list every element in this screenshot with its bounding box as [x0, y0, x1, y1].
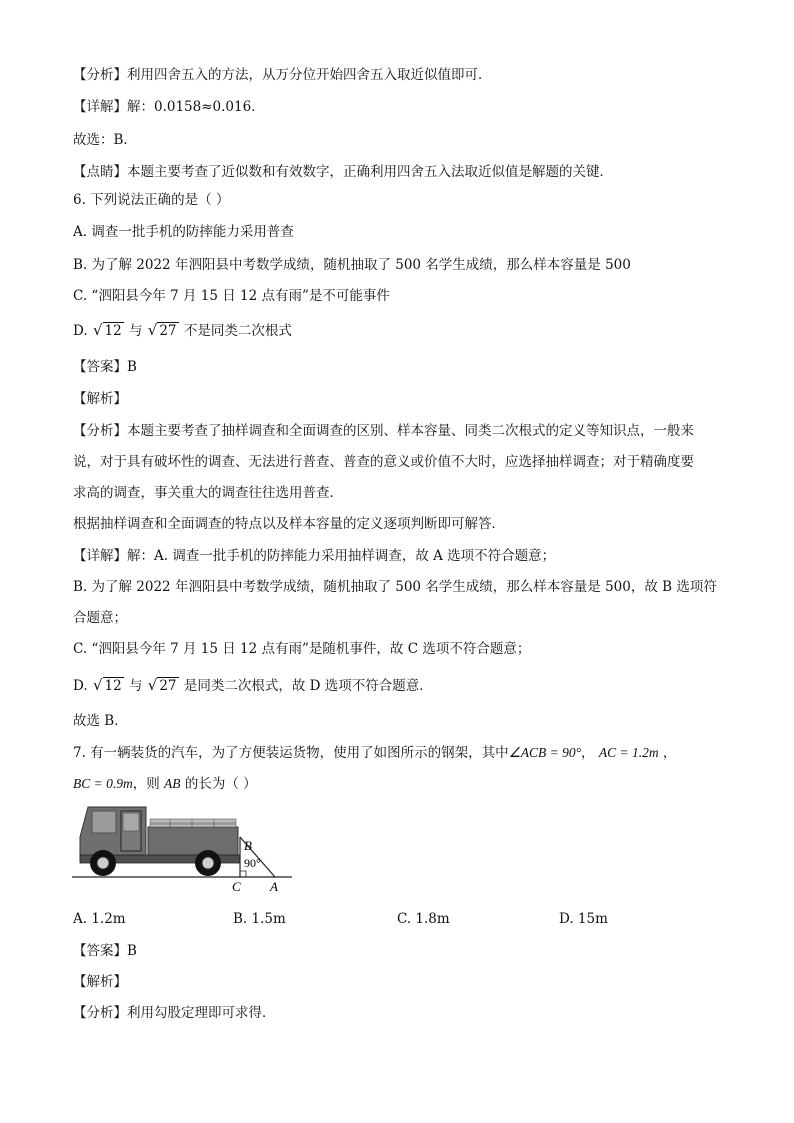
segment-ab: AB — [164, 776, 181, 791]
q7-option-c: C. 1.8m — [397, 911, 450, 927]
question-6-option-d — [73, 321, 292, 340]
question-6-option-a: A. 调查一批手机的防摔能力采用普查 — [73, 224, 294, 240]
detail-d-prefix: D. — [73, 678, 92, 694]
detail-line-q6-b2: 合题意； — [73, 610, 127, 626]
q7-sep-2: ， — [662, 745, 677, 761]
right-angle-mark — [240, 871, 246, 877]
cargo-rail-mid — [150, 824, 236, 827]
question-7-stem-2 — [73, 775, 257, 793]
radical-12: √ 12 — [92, 321, 122, 339]
analysis-line-q6-2: 说，对于具有破坏性的调查、无法进行普查、普查的意义或价值不大时，应选择抽样调查；对于精确度要 — [73, 454, 694, 470]
radicand-12: 12 — [104, 678, 122, 694]
truck-icon — [70, 805, 295, 895]
q7-option-a: A. 1.2m — [73, 911, 126, 927]
choice-answer-q5: 故选：B． — [73, 132, 137, 148]
solution-heading-q6: 【解析】 — [73, 391, 127, 407]
length-bc: BC = 0.9m — [73, 776, 133, 791]
q7-option-b: B. 1.5m — [233, 911, 286, 927]
truck-figure — [70, 805, 295, 899]
question-7-stem-1 — [73, 744, 676, 762]
radicand-27: 27 — [159, 323, 177, 339]
detail-line-q6-d — [73, 676, 433, 695]
radicand-27: 27 — [159, 678, 177, 694]
detail-line-q5: 【详解】解：0.0158≈0.016． — [73, 99, 265, 115]
angle-acb: ∠ACB = 90° — [508, 745, 582, 760]
radicand-12: 12 — [104, 323, 122, 339]
question-6-option-c: C. “泗阳县今年 7 月 15 日 12 点有雨”是不可能事件 — [73, 288, 390, 304]
comment-line-q5: 【点睛】本题主要考查了近似数和有效数字，正确利用四舍五入法取近似值是解题的关键． — [73, 164, 613, 180]
detail-line-q6-a: 【详解】解：A. 调查一批手机的防摔能力采用抽样调查，故 A 选项不符合题意； — [73, 548, 556, 564]
answer-q6: 【答案】B — [73, 359, 137, 375]
label-a: A — [270, 879, 278, 894]
label-angle: 90° — [244, 856, 261, 870]
question-6-stem: 6. 下列说法正确的是（ ） — [73, 192, 230, 208]
cab-window — [92, 811, 116, 833]
option-d-conj: 与 — [128, 323, 143, 339]
choice-answer-q6: 故选 B． — [73, 713, 128, 729]
q7-then: ，则 — [132, 776, 165, 792]
radical-27: √ 27 — [147, 321, 177, 339]
analysis-line-q6-4: 根据抽样调查和全面调查的特点以及样本容量的定义逐项判断即可解答． — [73, 516, 505, 532]
question-6-option-b: B. 为了解 2022 年泗阳县中考数学成绩，随机抽取了 500 名学生成绩，那么样本容量是 500 — [73, 257, 631, 273]
q7-ask: 的长为（ ） — [180, 776, 257, 792]
label-b: B — [244, 838, 252, 853]
cargo-rail-top — [150, 819, 236, 823]
analysis-line-q6-3: 求高的调查，事关重大的调查往往选用普查． — [73, 485, 343, 501]
radical-27: √ 27 — [147, 676, 177, 694]
analysis-line-q5: 【分析】利用四舍五入的方法，从万分位开始四舍五入取近似值即可． — [73, 67, 492, 83]
detail-line-q6-c: C. “泗阳县今年 7 月 15 日 12 点有雨”是随机事件，故 C 选项不符合题意； — [73, 641, 531, 657]
cargo-bed — [148, 827, 238, 857]
analysis-line-q7: 【分析】利用勾股定理即可求得． — [73, 1005, 276, 1021]
detail-d-suffix: 是同类二次根式，故 D 选项不符合题意． — [183, 678, 433, 694]
q7-sep-1: ， — [581, 745, 595, 761]
q7-stem-text: 7. 有一辆装货的汽车，为了方便装运货物，使用了如图所示的钢架，其中 — [73, 745, 509, 761]
option-d-suffix: 不是同类二次根式 — [183, 323, 292, 339]
label-c: C — [232, 879, 241, 894]
detail-line-q6-b1: B. 为了解 2022 年泗阳县中考数学成绩，随机抽取了 500 名学生成绩，那么样本容量是 500，故 B 选项符 — [73, 579, 717, 595]
q7-option-d: D. 15m — [559, 911, 608, 927]
radical-12: √ 12 — [92, 676, 122, 694]
option-d-prefix: D. — [73, 323, 92, 339]
analysis-line-q6-1: 【分析】本题主要考查了抽样调查和全面调查的区别、样本容量、同类二次根式的定义等知识点，一般来 — [73, 423, 694, 439]
detail-d-conj: 与 — [128, 678, 143, 694]
answer-q7: 【答案】B — [73, 943, 137, 959]
length-ac: AC = 1.2m — [598, 745, 659, 760]
solution-heading-q7: 【解析】 — [73, 974, 127, 990]
